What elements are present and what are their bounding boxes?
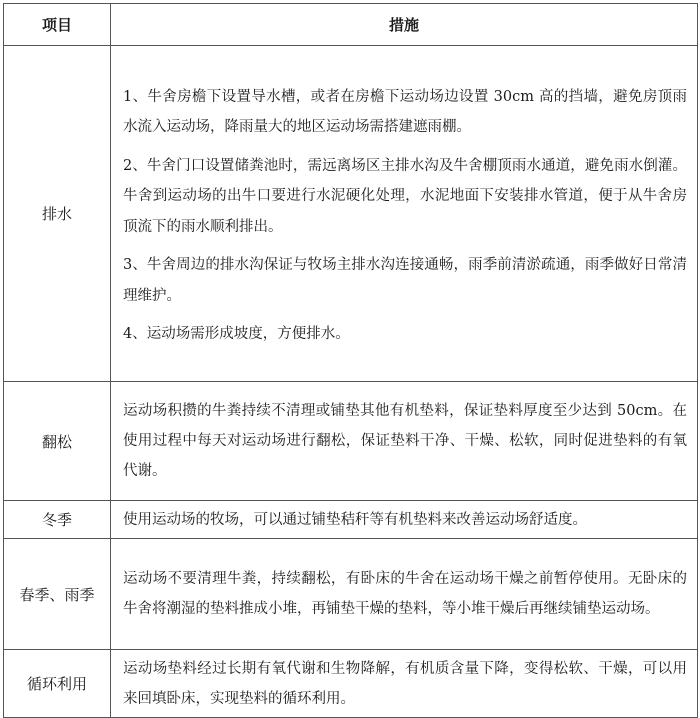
measure-paragraph: 4、运动场需形成坡度，方便排水。 — [123, 326, 350, 342]
row-item-label: 春季、雨季 — [4, 539, 111, 650]
row-item-label: 循环利用 — [4, 650, 111, 718]
table-row-loosening — [4, 382, 698, 501]
row-item-label: 排水 — [4, 46, 111, 382]
measure-paragraph: 使用运动场的牧场，可以通过铺垫秸秆等有机垫料来改善运动场舒适度。 — [123, 511, 587, 528]
row-measure-cell — [111, 46, 698, 382]
measure-paragraph: 运动场积攒的牛粪持续不清理或铺垫其他有机垫料，保证垫料厚度至少达到 50cm。在使用过程中每天对运动场进行翻松，保证垫料干净、干燥、松软，同时促进垫料的有氧代谢。 — [123, 403, 687, 479]
measure-paragraph: 运动场垫料经过长期有氧代谢和生物降解，有机质含量下降，变得松软、干燥，可以用来回填卧床，实现垫料的循环利用。 — [123, 660, 687, 707]
measure-paragraph: 3、牛舍周边的排水沟保证与牧场主排水沟连接通畅，雨季前清淤疏通，雨季做好日常清理维护。 — [123, 257, 687, 304]
measure-paragraph: 1、牛舍房檐下设置导水槽，或者在房檐下运动场边设置 30cm 高的挡墙，避免房顶雨水流入运动场，降雨量大的地区运动场需搭建遮雨棚。 — [123, 88, 687, 135]
table-row-drainage — [4, 46, 698, 382]
measure-paragraph: 2、牛舍门口设置储粪池时，需远离场区主排水沟及牛舍棚顶雨水通道，避免雨水倒灌。牛舍到运动场的出牛口要进行水泥硬化处理，水泥地面下安装排水管道，便于从牛舍房顶流下的雨水顺利排出。 — [123, 157, 687, 235]
table-row-spring-rainy — [4, 539, 698, 650]
row-item-label: 冬季 — [4, 501, 111, 539]
table-row-winter — [4, 501, 698, 539]
row-measure-cell — [111, 382, 698, 501]
measures-table — [3, 3, 698, 718]
header-measure: 措施 — [111, 4, 698, 46]
measure-paragraph: 运动场不要清理牛粪，持续翻松，有卧床的牛舍在运动场干燥之前暂停使用。无卧床的牛舍将潮湿的垫料推成小堆，再铺垫干燥的垫料，等小堆干燥后再继续铺垫运动场。 — [123, 571, 687, 617]
table-row-recycling — [4, 650, 698, 718]
header-row — [4, 4, 698, 46]
row-measure-cell — [111, 650, 698, 718]
header-item: 项目 — [4, 4, 111, 46]
row-measure-cell — [111, 501, 698, 539]
row-item-label: 翻松 — [4, 382, 111, 501]
row-measure-cell — [111, 539, 698, 650]
